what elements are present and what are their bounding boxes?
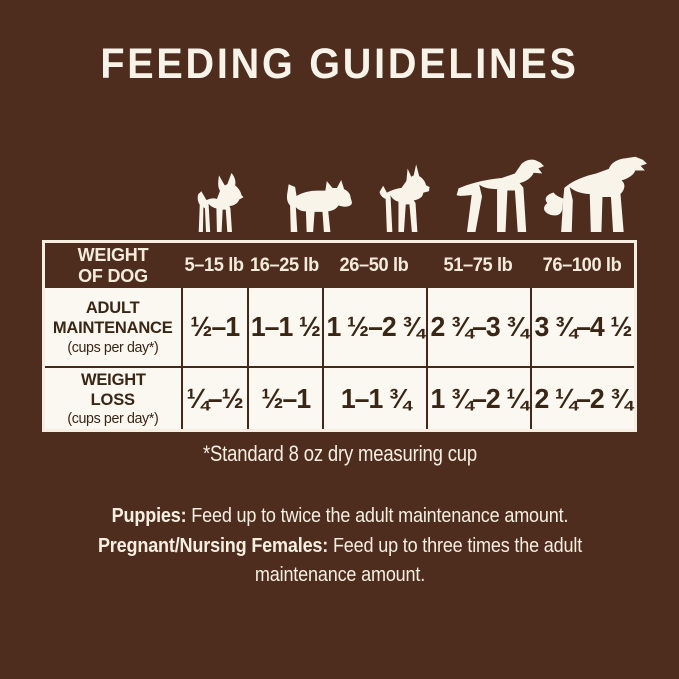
page-title: FEEDING GUIDELINES bbox=[100, 40, 579, 88]
row-label-adult-maintenance bbox=[45, 288, 181, 366]
table-cell bbox=[181, 366, 247, 429]
table-cell bbox=[530, 288, 634, 366]
row-label-line1: ADULT bbox=[86, 298, 140, 318]
corner-header-line2: OF DOG bbox=[78, 265, 148, 286]
row-sublabel: (cups per day*) bbox=[67, 338, 159, 356]
cell-value: 1 ½–2 ¾ bbox=[326, 311, 424, 342]
feeding-notes bbox=[83, 501, 597, 590]
row-label-weight-loss bbox=[45, 366, 181, 429]
column-header-26-50: 26–50 lb bbox=[324, 243, 424, 288]
cell-value: 1 ¾–2 ¼ bbox=[430, 382, 528, 414]
measuring-cup-footnote: *Standard 8 oz dry measuring cup bbox=[202, 441, 477, 466]
pregnant-note-lead: Pregnant/Nursing Females: bbox=[97, 533, 328, 557]
table-cell bbox=[181, 288, 247, 366]
feeding-table bbox=[42, 240, 637, 432]
cell-value: ½–1 bbox=[261, 382, 311, 414]
cell-value: 2 ¼–2 ¾ bbox=[534, 382, 632, 414]
rottweiler-dog-icon bbox=[451, 158, 545, 232]
newfoundland-dog-icon bbox=[541, 156, 647, 232]
puppies-note-body: Feed up to twice the adult maintenance amount. bbox=[190, 504, 568, 527]
row-label-line2: LOSS bbox=[90, 389, 136, 409]
table-corner-header bbox=[45, 243, 181, 288]
column-header-76-100: 76–100 lb bbox=[532, 243, 632, 288]
row-label-line2: MAINTENANCE bbox=[53, 318, 173, 337]
cell-value: 1–1 ½ bbox=[251, 311, 321, 342]
column-header-51-75: 51–75 lb bbox=[428, 243, 528, 288]
table-cell bbox=[247, 288, 322, 366]
row-label-line1: WEIGHT bbox=[80, 369, 146, 389]
cell-value: ¼–½ bbox=[186, 382, 244, 414]
cell-value: 2 ¾–3 ¾ bbox=[430, 311, 528, 342]
cell-value: ½–1 bbox=[190, 311, 240, 342]
cell-value: 1–1 ¾ bbox=[340, 382, 410, 414]
column-header-5-15: 5–15 lb bbox=[182, 243, 246, 288]
table-cell bbox=[247, 366, 322, 429]
terrier-dog-icon bbox=[280, 179, 352, 232]
corner-header-line1: WEIGHT bbox=[77, 245, 149, 266]
table-cell bbox=[426, 366, 530, 429]
table-cell bbox=[322, 288, 426, 366]
column-header-16-25: 16–25 lb bbox=[249, 243, 321, 288]
row-sublabel: (cups per day*) bbox=[67, 410, 159, 428]
table-cell bbox=[530, 366, 634, 429]
table-cell bbox=[426, 288, 530, 366]
cell-value: 3 ¾–4 ½ bbox=[534, 311, 632, 342]
puppies-note-lead: Puppies: bbox=[111, 504, 186, 527]
table-cell bbox=[322, 366, 426, 429]
chihuahua-dog-icon bbox=[193, 173, 245, 232]
boxer-dog-icon bbox=[371, 163, 432, 232]
pregnant-note-body: Feed up to three times the adult maintenance amount. bbox=[254, 533, 582, 587]
